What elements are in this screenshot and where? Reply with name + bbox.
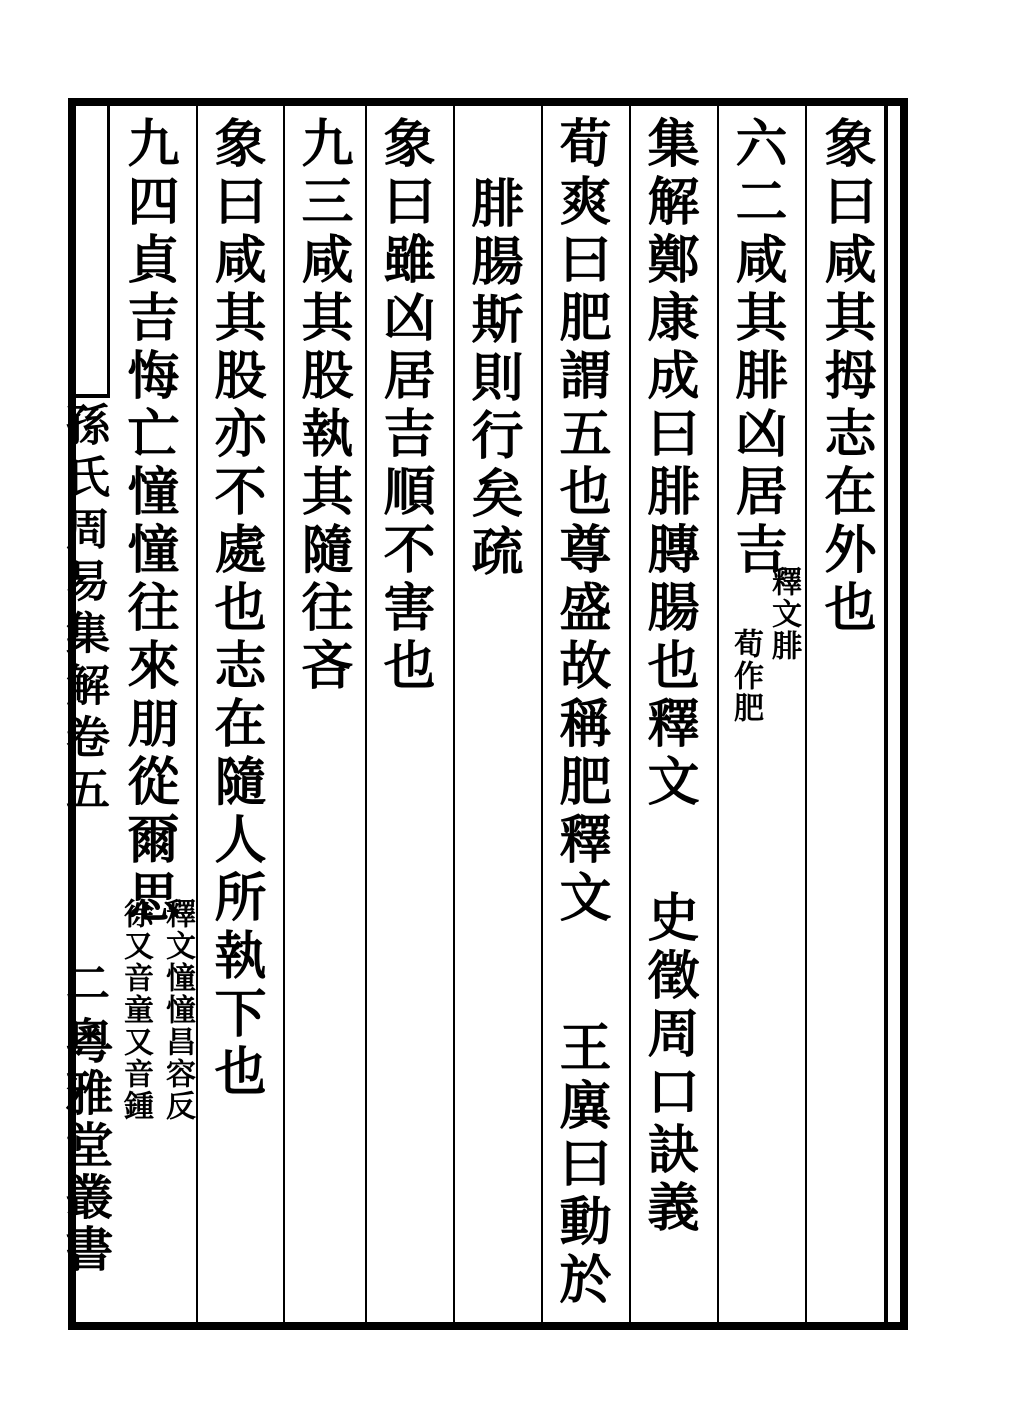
text-column-8: [205, 116, 265, 1102]
text-column-4: [550, 116, 610, 928]
text-column-6: [374, 116, 434, 696]
main-text: 荀爽曰肥謂五也尊盛故稱肥釋文: [550, 116, 611, 928]
margin-title: 孫氏周易集解卷五: [58, 402, 109, 818]
margin-header-rule: [68, 394, 110, 398]
text-column-7: [292, 116, 352, 696]
text-column-9: [118, 116, 178, 928]
text-column-3-cont: 史徵周口訣義: [638, 890, 699, 1238]
margin-folio: 二: [58, 960, 109, 1004]
column-rule: [196, 106, 198, 1322]
text-column-1: [815, 116, 875, 638]
main-text: 腓腸斯則行矣疏: [462, 176, 523, 582]
main-text: 六二咸其腓凶居吉: [726, 116, 787, 580]
main-text: 象曰咸其股亦不處也志在隨人所執下也: [205, 116, 266, 1102]
main-text: 象曰雖凶居吉順不害也: [374, 116, 435, 696]
margin-publisher: 粵雅堂叢書: [57, 1016, 113, 1276]
note-left: 荀作肥: [728, 628, 763, 724]
column-rule: [541, 106, 543, 1322]
note-left: 徐又音童又音鍾: [118, 898, 153, 1122]
main-text: 集解鄭康成曰腓膞腸也釋文: [638, 116, 699, 812]
text-column-4-cont: 王廙曰動於: [550, 1020, 611, 1310]
note-right: 釋文憧憧昌容反: [160, 898, 195, 1122]
margin-header-box: [68, 98, 110, 398]
column-rule: [805, 106, 807, 1322]
text-column-2: [726, 116, 786, 580]
main-text: 象曰咸其拇志在外也: [815, 116, 876, 638]
main-text: 九三咸其股執其隨往吝: [292, 116, 353, 696]
text-column-5: [462, 176, 522, 582]
column-rule: [717, 106, 719, 1322]
column-rule: [283, 106, 285, 1322]
frame-inner-rule: [884, 98, 888, 1330]
column-rule: [453, 106, 455, 1322]
column-rule: [365, 106, 367, 1322]
main-text: 九四貞吉悔亡憧憧往來朋從爾思: [118, 116, 179, 928]
note-right: 釋文腓: [766, 566, 801, 662]
column-rule: [629, 106, 631, 1322]
text-column-3: [638, 116, 698, 812]
